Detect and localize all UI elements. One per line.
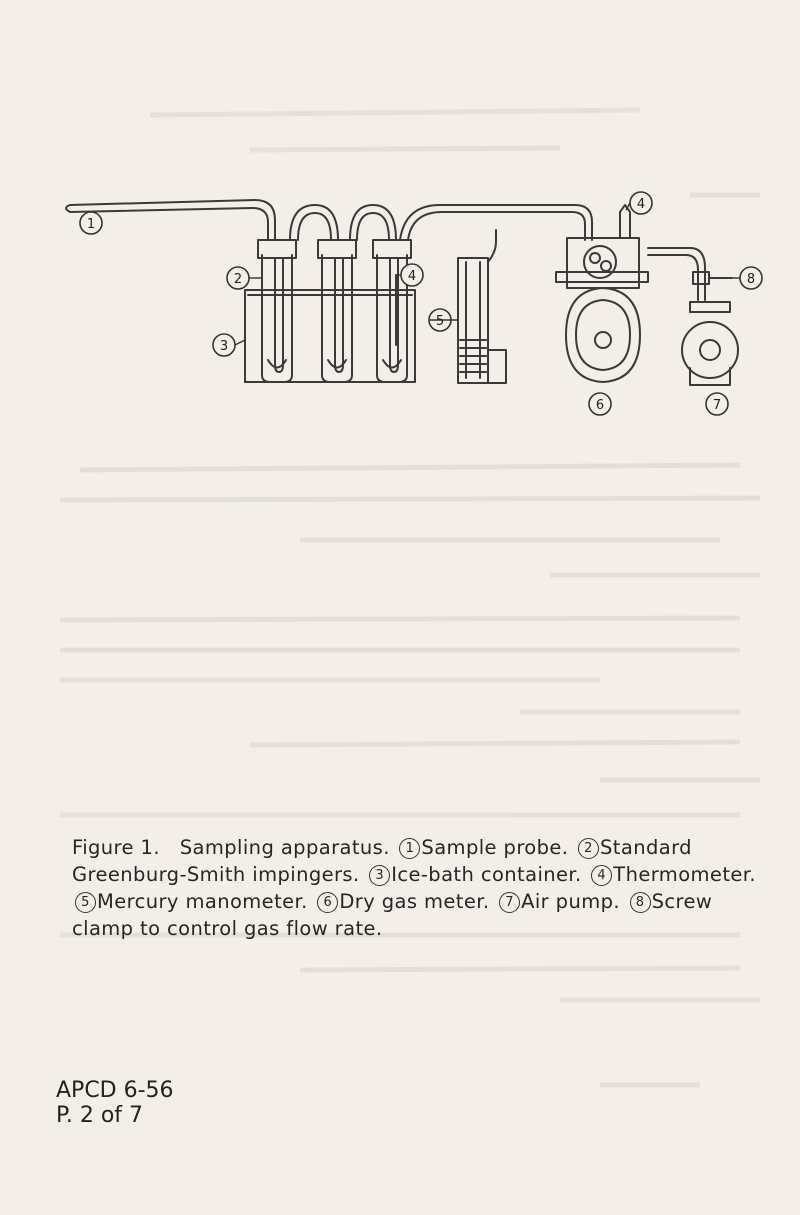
caption-item-3: Ice-bath container.	[391, 863, 582, 886]
impinger-1	[258, 240, 296, 382]
caption-num-5: 5	[75, 892, 96, 913]
meter-thermometer	[620, 205, 630, 238]
caption-item-4: Thermometer.	[613, 863, 756, 886]
label-4a: 4	[407, 269, 417, 284]
document-id: APCD 6-56	[56, 1078, 174, 1103]
label-8: 8	[746, 272, 756, 287]
label-2: 2	[233, 272, 243, 287]
page-number: P. 2 of 7	[56, 1103, 144, 1128]
caption-item-7: Air pump.	[521, 890, 620, 913]
caption-item-8: Screw clamp to control gas flow rate.	[72, 890, 713, 940]
label-6: 6	[595, 398, 605, 413]
figure-caption	[72, 834, 772, 942]
air-pump	[682, 302, 738, 385]
label-7: 7	[712, 398, 722, 413]
label-3: 3	[219, 339, 229, 354]
label-4b: 4	[636, 197, 646, 212]
caption-num-4: 4	[591, 865, 612, 886]
dry-gas-meter	[556, 238, 648, 382]
sampling-apparatus-diagram	[0, 0, 800, 430]
mercury-manometer	[458, 230, 506, 383]
figure-title: Sampling apparatus.	[179, 836, 390, 859]
figure-label: Figure 1.	[72, 836, 160, 859]
caption-item-5: Mercury manometer.	[97, 890, 308, 913]
caption-item-1: Sample probe.	[421, 836, 569, 859]
caption-num-2: 2	[578, 838, 599, 859]
caption-num-7: 7	[499, 892, 520, 913]
caption-num-3: 3	[369, 865, 390, 886]
caption-item-6: Dry gas meter.	[339, 890, 490, 913]
caption-item-2: Standard Greenburg-Smith impingers.	[72, 836, 692, 886]
label-1: 1	[86, 217, 96, 232]
label-5: 5	[435, 314, 445, 329]
impinger-3	[373, 240, 411, 382]
caption-num-6: 6	[317, 892, 338, 913]
caption-num-8: 8	[630, 892, 651, 913]
impinger-2	[318, 240, 356, 382]
caption-num-1: 1	[399, 838, 420, 859]
page-footer	[56, 1078, 174, 1128]
